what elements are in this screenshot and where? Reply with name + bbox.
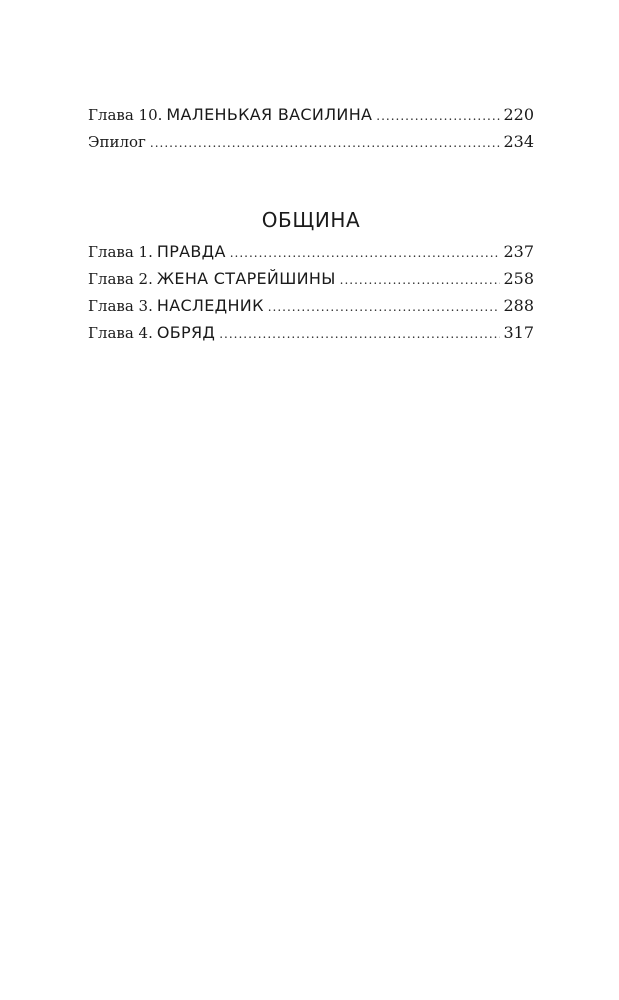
toc-entry-page-number: 234 (503, 132, 534, 151)
toc-entry-page-number: 288 (503, 296, 534, 315)
toc-entry-prefix: Глава 3. (88, 297, 153, 315)
toc-entry-prefix: Глава 4. (88, 324, 153, 342)
toc-entry[interactable] (88, 319, 534, 346)
toc-entry-page-number: 237 (503, 242, 534, 261)
toc-entry-title: МАЛЕНЬКАЯ ВАСИЛИНА (166, 105, 373, 124)
toc-entry-prefix: Глава 2. (88, 270, 153, 288)
toc-entry[interactable] (88, 265, 534, 292)
dot-leader (230, 240, 501, 267)
toc-entry[interactable] (88, 101, 534, 128)
dot-leader (340, 267, 501, 294)
toc-section-block (88, 205, 534, 346)
section-heading: ОБЩИНА (261, 208, 361, 232)
toc-entry[interactable] (88, 292, 534, 319)
toc-entry-prefix: Эпилог (88, 133, 146, 151)
toc-entry-title: ОБРЯД (156, 323, 216, 342)
dot-leader (219, 321, 500, 348)
toc-entry-page-number: 258 (503, 269, 534, 288)
toc-entry[interactable] (88, 128, 534, 155)
toc-entry-prefix: Глава 10. (88, 106, 163, 124)
dot-leader (268, 294, 501, 321)
toc-entry-page-number: 220 (503, 105, 534, 124)
toc-top-block (88, 101, 534, 155)
toc-entry-page-number: 317 (503, 323, 534, 342)
dot-leader (376, 103, 500, 130)
dot-leader (150, 130, 501, 157)
toc-entry-title: ЖЕНА СТАРЕЙШИНЫ (156, 269, 336, 288)
toc-entry-prefix: Глава 1. (88, 243, 153, 261)
toc-entry[interactable] (88, 238, 534, 265)
toc-entry-title: НАСЛЕДНИК (156, 296, 264, 315)
toc-entry-title: ПРАВДА (156, 242, 226, 261)
